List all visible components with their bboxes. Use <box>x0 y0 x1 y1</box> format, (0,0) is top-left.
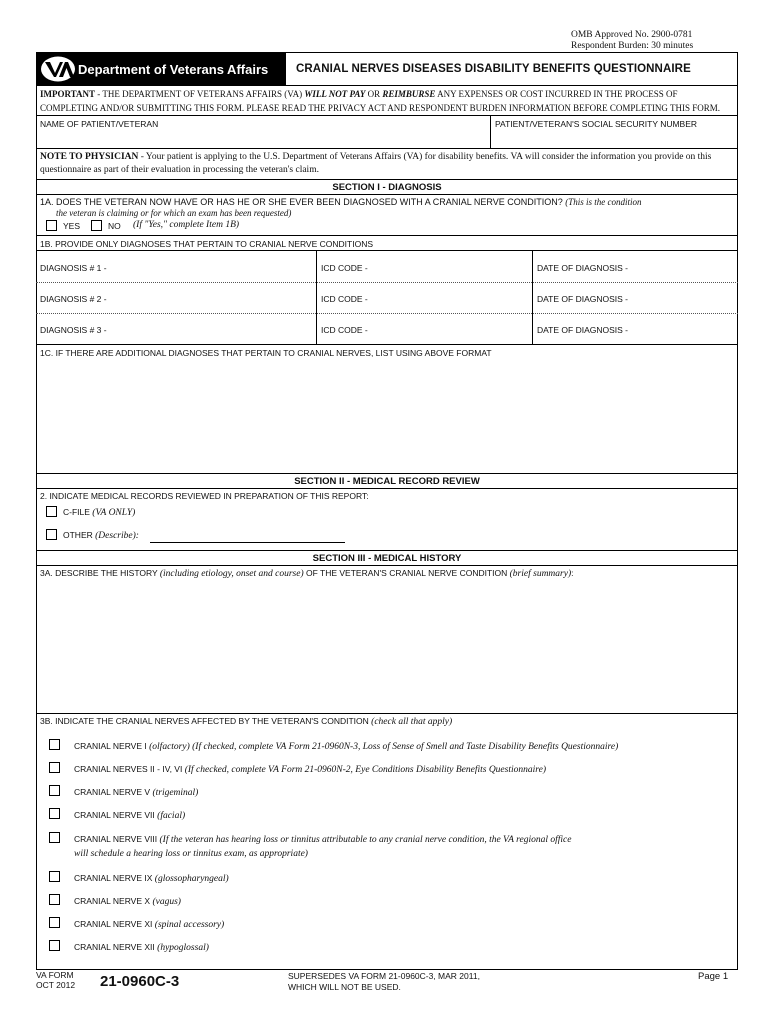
cranial-nerve-item <box>74 763 734 777</box>
cranial-nerve-checkbox[interactable] <box>49 808 60 819</box>
va-header <box>36 52 286 86</box>
question-3b <box>40 716 452 727</box>
cranial-nerve-note: (olfactory) (If checked, complete VA Form 21-0960N-3, Loss of Sense of Smell and Taste Disability Benefits Questionnaire) <box>149 742 619 752</box>
c-file-text: C-FILE <box>63 507 90 517</box>
ssn-field[interactable] <box>495 130 733 146</box>
diagnosis-3-label: DIAGNOSIS # 3 - <box>40 325 107 335</box>
cranial-nerve-label: CRANIAL NERVE IX <box>74 873 153 883</box>
divider <box>36 115 738 116</box>
page-number: Page 1 <box>698 971 729 982</box>
cranial-nerve-label: CRANIAL NERVE X <box>74 896 151 906</box>
yes-label: YES <box>63 221 81 231</box>
divider <box>36 550 738 551</box>
important-text-2: ANY EXPENSES OR COST INCURRED IN THE PROCESS OF COMPLETING AND/OR SUBMITTING THIS FORM. PLEASE READ THE PRIVACY ACT AND RESPONDENT BURDEN INFORMATION BEFORE COMPLETING THIS FORM. <box>40 89 720 113</box>
icd-code-2-label: ICD CODE - <box>321 294 368 304</box>
icd-code-2-field[interactable] <box>372 289 532 309</box>
other-describe-line <box>150 542 345 543</box>
diagnosis-3-field[interactable] <box>110 320 310 340</box>
form-date: OCT 2012 <box>36 980 76 990</box>
note-label: NOTE TO PHYSICIAN <box>40 152 139 162</box>
question-1c: 1C. IF THERE ARE ADDITIONAL DIAGNOSES THAT PERTAIN TO CRANIAL NERVES, LIST USING ABOVE FORMAT <box>40 348 492 358</box>
cranial-nerve-note: (If checked, complete VA Form 21-0960N-2, Eye Conditions Disability Benefits Questionnaire) <box>184 765 546 775</box>
cranial-nerve-note: (facial) <box>157 811 186 821</box>
reimburse: REIMBURSE <box>382 89 436 99</box>
cranial-nerve-checkbox[interactable] <box>49 917 60 928</box>
icd-code-1-label: ICD CODE - <box>321 263 368 273</box>
cranial-nerve-label: CRANIAL NERVE XI <box>74 919 153 929</box>
diagnosis-1-field[interactable] <box>110 258 310 278</box>
divider <box>36 344 738 345</box>
other-note: (Describe): <box>95 531 139 541</box>
supersedes-note <box>288 971 480 993</box>
c-file-note: (VA ONLY) <box>92 508 136 518</box>
supersedes-line-1: SUPERSEDES VA FORM 21-0960C-3, MAR 2011, <box>288 971 480 981</box>
cranial-nerve-note: (trigeminal) <box>152 788 199 798</box>
q1a-text: 1A. DOES THE VETERAN NOW HAVE OR HAS HE OR SHE EVER BEEN DIAGNOSED WITH A CRANIAL NERVE CONDITION? <box>40 197 563 207</box>
yes-checkbox[interactable] <box>46 220 57 231</box>
note-to-physician <box>40 151 734 177</box>
q3a-text-2: OF THE VETERAN'S CRANIAL NERVE CONDITION <box>306 568 508 578</box>
history-field[interactable] <box>40 582 734 710</box>
cranial-nerve-checkbox[interactable] <box>49 785 60 796</box>
divider <box>490 115 491 148</box>
respondent-burden: Respondent Burden: 30 minutes <box>571 41 694 51</box>
cranial-nerve-note: (glossopharyngeal) <box>154 874 229 884</box>
q3a-text-1: 3A. DESCRIBE THE HISTORY <box>40 568 158 578</box>
icd-code-1-field[interactable] <box>372 258 532 278</box>
patient-name-label: NAME OF PATIENT/VETERAN <box>40 119 159 129</box>
cranial-nerve-label: CRANIAL NERVE XII <box>74 942 155 952</box>
cranial-nerve-item <box>74 918 734 932</box>
important-text-1: - THE DEPARTMENT OF VETERANS AFFAIRS (VA) <box>95 89 305 99</box>
divider <box>36 250 738 251</box>
cranial-nerve-label: CRANIAL NERVE VII <box>74 810 155 820</box>
cranial-nerve-note: (vagus) <box>152 897 181 907</box>
question-2: 2. INDICATE MEDICAL RECORDS REVIEWED IN PREPARATION OF THIS REPORT: <box>40 491 369 501</box>
date-of-diagnosis-2-label: DATE OF DIAGNOSIS - <box>537 294 628 304</box>
cranial-nerve-checkbox[interactable] <box>49 894 60 905</box>
cranial-nerve-checkbox[interactable] <box>49 832 60 843</box>
divider <box>36 473 738 474</box>
q3b-note: (check all that apply) <box>371 717 453 727</box>
va-form-text: VA FORM <box>36 970 74 980</box>
cranial-nerve-label: CRANIAL NERVE I <box>74 741 147 751</box>
icd-code-3-field[interactable] <box>372 320 532 340</box>
ssn-label: PATIENT/VETERAN'S SOCIAL SECURITY NUMBER <box>495 119 698 129</box>
c-file-checkbox[interactable] <box>46 506 57 517</box>
no-label: NO <box>108 221 121 231</box>
divider <box>36 148 738 149</box>
q3a-note-2: (brief summary) <box>509 569 572 579</box>
cranial-nerve-item <box>74 895 734 909</box>
department-name: Department of Veterans Affairs <box>78 62 269 77</box>
question-3a <box>40 568 574 579</box>
q3a-note-1: (including etiology, onset and course) <box>159 569 304 579</box>
cranial-nerve-note: (hypoglossal) <box>157 943 209 953</box>
question-1a <box>40 197 734 219</box>
date-of-diagnosis-3-field[interactable] <box>634 320 734 340</box>
cranial-nerve-note-2: will schedule a hearing loss or tinnitus exam, as appropriate) <box>74 849 308 859</box>
diagnosis-2-field[interactable] <box>110 289 310 309</box>
q1a-note-2: the veteran is claiming or for which an exam has been requested) <box>56 208 292 218</box>
question-1b: 1B. PROVIDE ONLY DIAGNOSES THAT PERTAIN TO CRANIAL NERVE CONDITIONS <box>40 239 373 249</box>
divider <box>36 179 738 180</box>
patient-name-field[interactable] <box>40 130 486 146</box>
cranial-nerve-checkbox[interactable] <box>49 871 60 882</box>
cranial-nerve-item <box>74 941 734 955</box>
divider <box>36 565 738 566</box>
divider <box>36 282 738 283</box>
cranial-nerve-label: CRANIAL NERVE VIII <box>74 834 158 844</box>
additional-diagnoses-field[interactable] <box>40 362 734 470</box>
form-title-box <box>286 52 738 86</box>
supersedes-line-2: WHICH WILL NOT BE USED. <box>288 982 401 992</box>
date-of-diagnosis-1-label: DATE OF DIAGNOSIS - <box>537 263 628 273</box>
other-text: OTHER <box>63 530 93 540</box>
important-or: OR <box>365 89 383 99</box>
other-label <box>63 530 139 541</box>
cranial-nerve-item <box>74 740 734 754</box>
important-label: IMPORTANT <box>40 89 96 99</box>
q1a-note-1: (This is the condition <box>565 197 642 207</box>
form-title: CRANIAL NERVES DISEASES DISABILITY BENEFITS QUESTIONNAIRE <box>296 63 691 75</box>
cranial-nerve-note: (spinal accessory) <box>154 920 225 930</box>
divider <box>36 313 738 314</box>
divider <box>36 194 738 195</box>
va-form-label <box>36 970 75 990</box>
other-describe-field[interactable] <box>150 528 345 542</box>
cranial-nerve-checkbox[interactable] <box>49 762 60 773</box>
note-text: - Your patient is applying to the U.S. Department of Veterans Affairs (VA) for disability benefits. VA will consider the information you provide on this questionnaire as part of their evaluation in processing the veteran's claim. <box>40 152 712 175</box>
cranial-nerve-item <box>74 809 734 823</box>
will-not-pay: WILL NOT PAY <box>304 89 366 99</box>
other-checkbox[interactable] <box>46 529 57 540</box>
cranial-nerve-label: CRANIAL NERVES II - IV, VI <box>74 764 183 774</box>
diagnosis-1-label: DIAGNOSIS # 1 - <box>40 263 107 273</box>
divider <box>532 250 533 344</box>
date-of-diagnosis-2-field[interactable] <box>634 289 734 309</box>
va-logo-icon <box>40 56 76 82</box>
cranial-nerve-label: CRANIAL NERVE V <box>74 787 151 797</box>
date-of-diagnosis-1-field[interactable] <box>634 258 734 278</box>
q3a-colon: : <box>571 568 574 578</box>
cranial-nerve-checkbox[interactable] <box>49 739 60 750</box>
cranial-nerve-note: (If the veteran has hearing loss or tinnitus attributable to any cranial nerve condition, the VA regional office <box>159 835 572 845</box>
section-3-title: SECTION III - MEDICAL HISTORY <box>312 553 462 564</box>
icd-code-3-label: ICD CODE - <box>321 325 368 335</box>
section-1-title: SECTION I - DIAGNOSIS <box>332 182 442 193</box>
form-number: 21-0960C-3 <box>100 973 180 990</box>
omb-block <box>571 30 693 52</box>
important-notice <box>40 88 734 115</box>
no-checkbox[interactable] <box>91 220 102 231</box>
divider <box>36 713 738 714</box>
yes-note: (If "Yes," complete Item 1B) <box>133 220 240 230</box>
cranial-nerve-item <box>74 786 734 800</box>
divider <box>36 488 738 489</box>
c-file-label <box>63 507 135 518</box>
diagnosis-2-label: DIAGNOSIS # 2 - <box>40 294 107 304</box>
cranial-nerve-item <box>74 833 734 861</box>
divider <box>316 250 317 344</box>
date-of-diagnosis-3-label: DATE OF DIAGNOSIS - <box>537 325 628 335</box>
section-2-title: SECTION II - MEDICAL RECORD REVIEW <box>294 476 480 487</box>
omb-approved: OMB Approved No. 2900-0781 <box>571 30 693 40</box>
divider <box>36 235 738 236</box>
q3b-text: 3B. INDICATE THE CRANIAL NERVES AFFECTED BY THE VETERAN'S CONDITION <box>40 716 369 726</box>
cranial-nerve-item <box>74 872 734 886</box>
cranial-nerve-checkbox[interactable] <box>49 940 60 951</box>
